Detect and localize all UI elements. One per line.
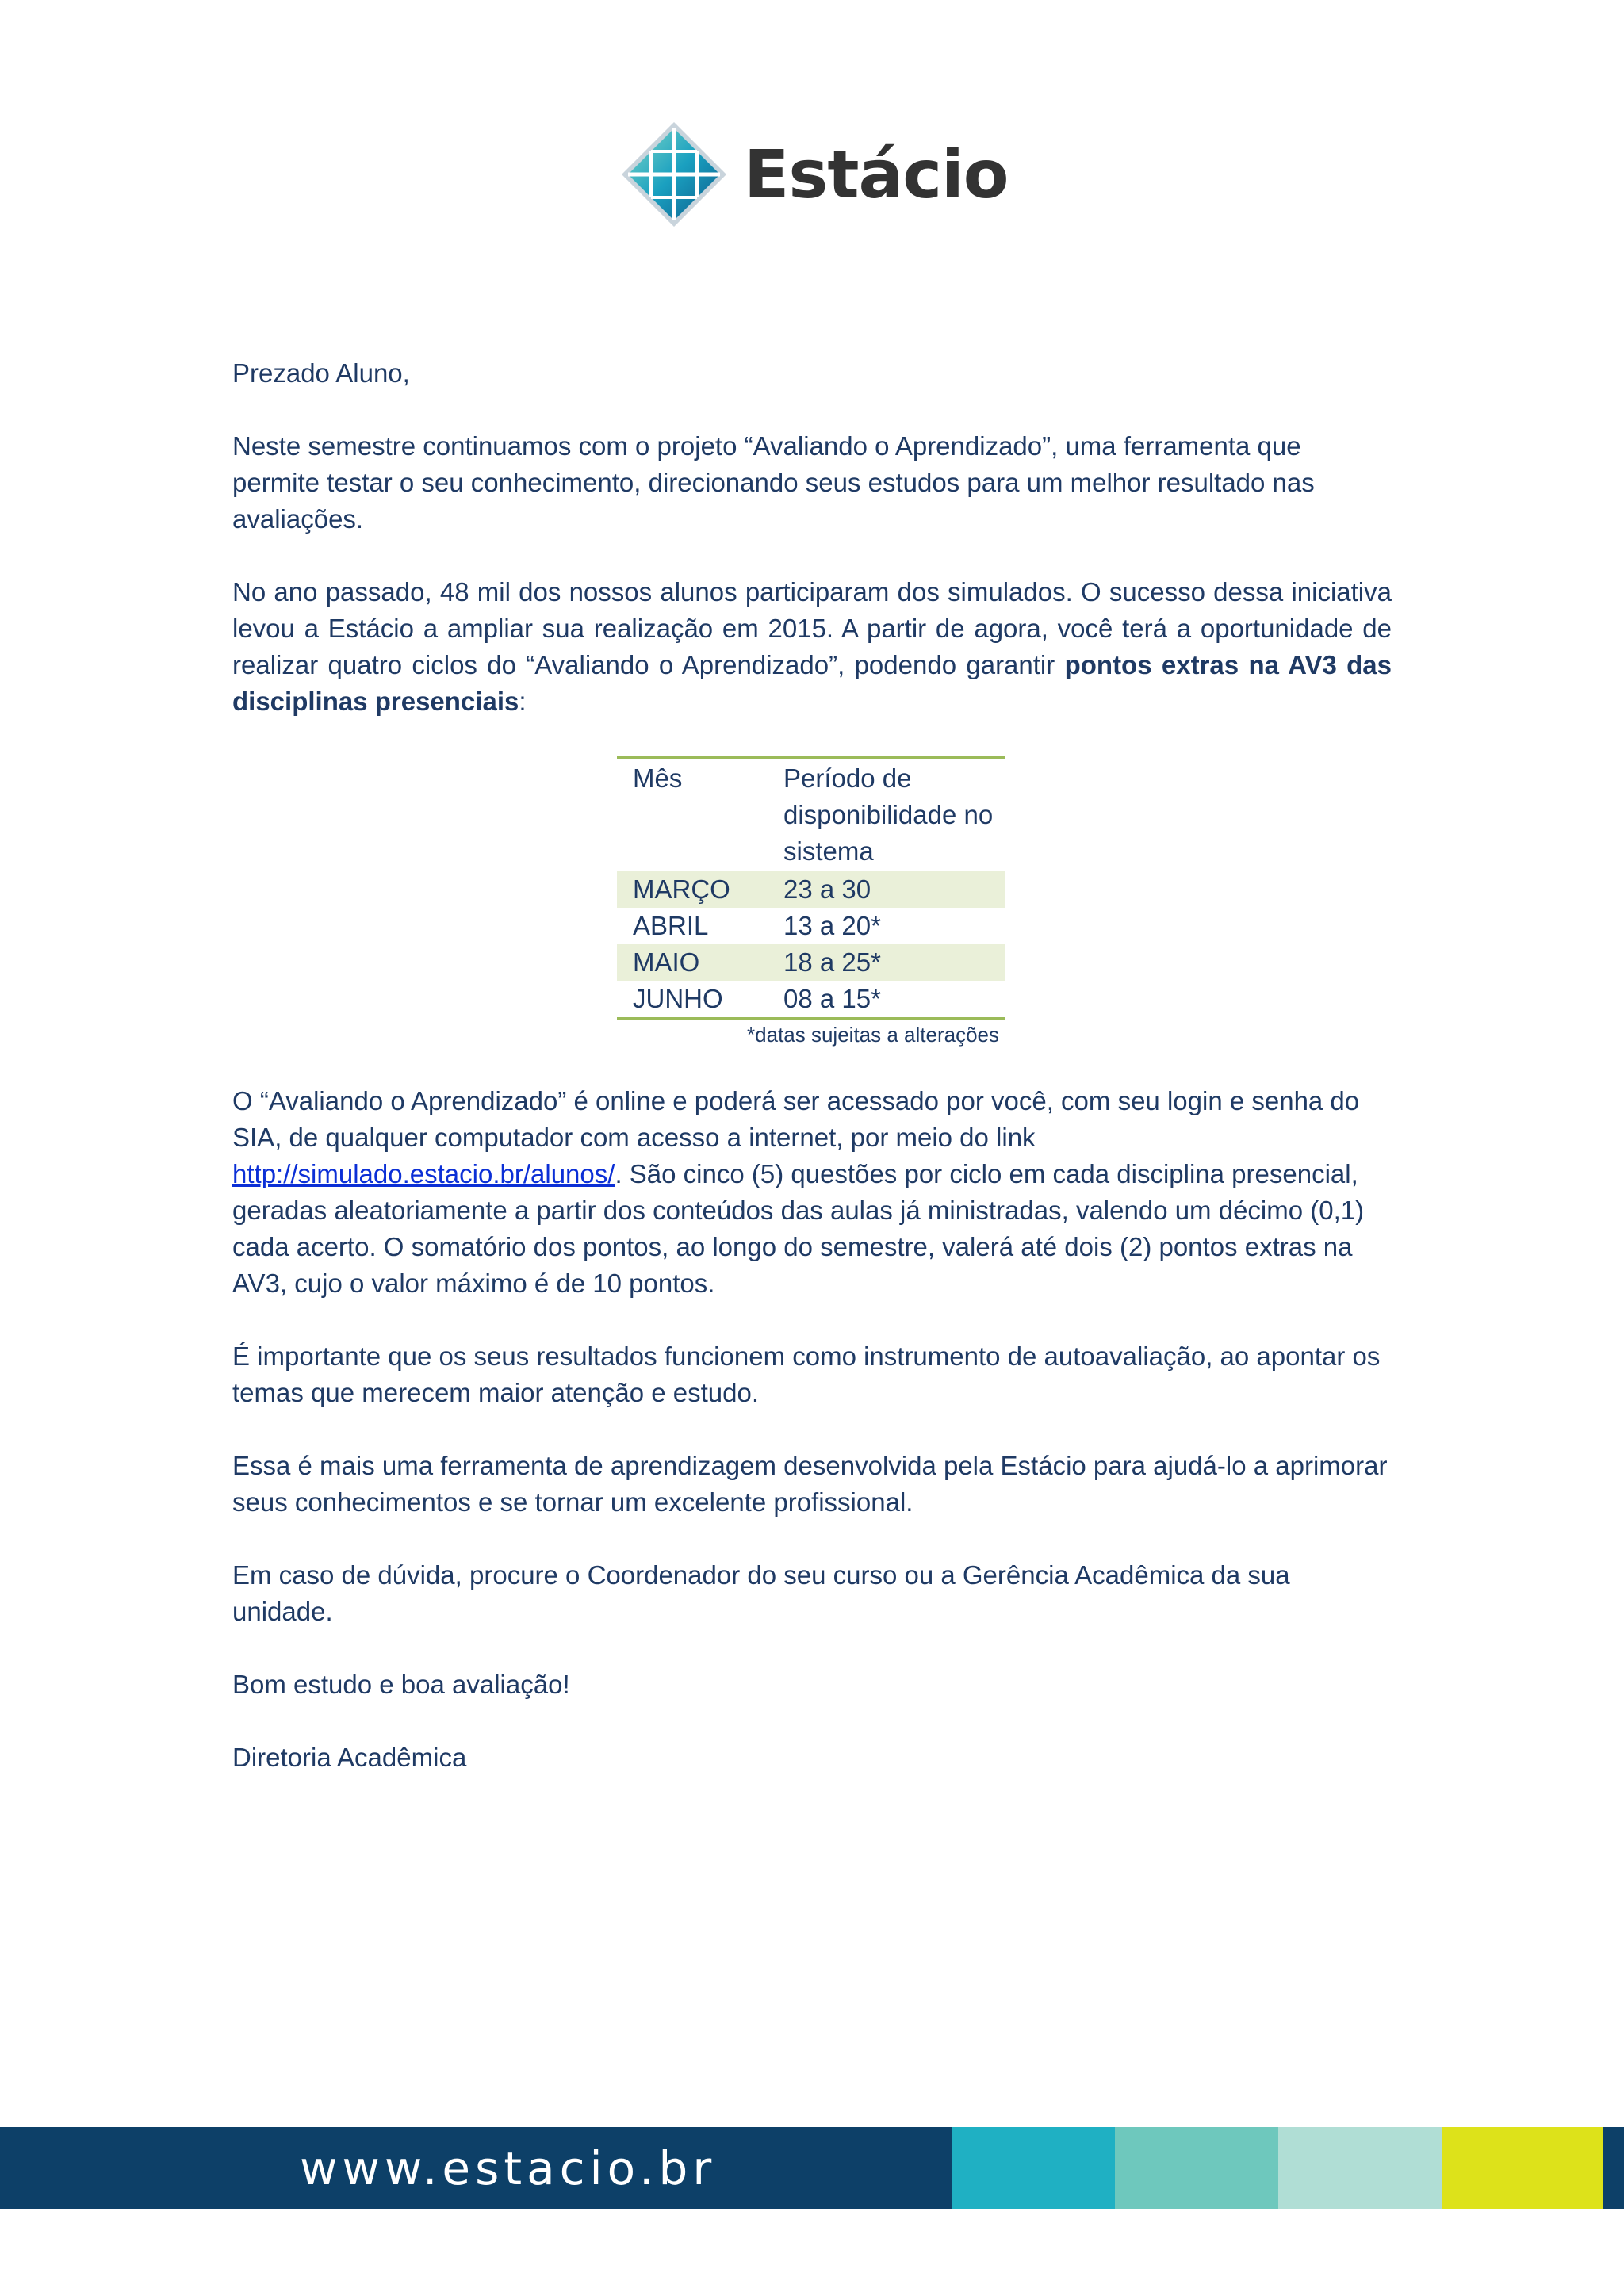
row-month: JUNHO xyxy=(633,984,723,1013)
footer-swatch-teal-mid xyxy=(1115,2127,1278,2209)
footer-bar xyxy=(0,2127,1624,2209)
row-period: 23 a 30 xyxy=(768,871,1005,908)
intro-paragraph: Neste semestre continuamos com o projeto “Avaliando o Aprendizado”, uma ferramenta que permite testar o seu conhecimento, direcionando seus estudos para um melhor resultado nas avaliações. xyxy=(232,431,1315,534)
footer-swatch-lime xyxy=(1442,2127,1603,2209)
access-text-b: . São cinco (5) questões por ciclo em cada disciplina presencial, geradas aleatoriamente a partir dos conteúdos das aulas já ministradas, valendo um décimo (0,1) cada acerto. O somatório dos pontos, ao longo do semestre, valerá até dois (2) pontos extras na AV3, cujo o valor máximo é de 10 pontos. xyxy=(232,1159,1365,1298)
greeting: Prezado Aluno, xyxy=(232,358,410,388)
header-period: Período de disponibilidade no sistema xyxy=(783,763,994,866)
schedule-table xyxy=(617,756,1005,1020)
cycles-colon: : xyxy=(519,687,527,716)
footer-url-block xyxy=(0,2127,952,2209)
cycles-emphasis: pontos extras na AV3 das disciplinas presenciais xyxy=(232,650,1392,716)
letter-body xyxy=(232,355,1392,1812)
row-period: 08 a 15* xyxy=(783,984,881,1013)
tool-paragraph: Essa é mais uma ferramenta de aprendizagem desenvolvida pela Estácio para ajudá-lo a aprimorar seus conhecimentos e se tornar um excelente profissional. xyxy=(232,1451,1388,1517)
contact-paragraph: Em caso de dúvida, procure o Coordenador do seu curso ou a Gerência Acadêmica da sua unidade. xyxy=(232,1560,1290,1626)
table-row xyxy=(617,871,1005,908)
row-period: 13 a 20* xyxy=(783,911,881,940)
row-month: MAIO xyxy=(617,944,768,981)
simulado-link[interactable]: http://simulado.estacio.br/alunos/ xyxy=(232,1159,615,1188)
footer-url[interactable]: www.estacio.br xyxy=(300,2141,717,2195)
cycles-paragraph xyxy=(232,574,1392,720)
signature: Diretoria Acadêmica xyxy=(232,1743,467,1772)
row-month: ABRIL xyxy=(633,911,709,940)
footer-swatch-teal-dark xyxy=(952,2127,1115,2209)
table-row xyxy=(617,908,1005,944)
closing: Bom estudo e boa avaliação! xyxy=(232,1670,570,1699)
estacio-logo xyxy=(619,111,1015,238)
estacio-diamond-icon xyxy=(619,119,730,230)
row-month: MARÇO xyxy=(617,871,768,908)
cycles-text: No ano passado, 48 mil dos nossos alunos participaram dos simulados. O sucesso dessa iniciativa levou a Estácio a ampliar sua realização em 2015. A partir de agora, você terá a oportunidade de realizar quatro ciclos do “Avaliando o Aprendizado”, podendo garantir xyxy=(232,577,1392,679)
row-period: 18 a 25* xyxy=(768,944,1005,981)
access-paragraph xyxy=(232,1083,1392,1302)
brand-name: Estácio xyxy=(744,136,1009,213)
footer-swatch-teal-light xyxy=(1278,2127,1442,2209)
table-row xyxy=(617,981,1005,1019)
access-text-a: O “Avaliando o Aprendizado” é online e poderá ser acessado por você, com seu login e senha do SIA, de qualquer computador com acesso a internet, por meio do link xyxy=(232,1086,1360,1152)
table-row xyxy=(617,944,1005,981)
footer-swatch-navy-end xyxy=(1603,2127,1624,2209)
results-paragraph: É importante que os seus resultados funcionem como instrumento de autoavaliação, ao apontar os temas que merecem maior atenção e estudo. xyxy=(232,1341,1381,1407)
table-footnote: *datas sujeitas a alterações xyxy=(747,1023,999,1047)
schedule-table-block xyxy=(617,756,1005,1050)
table-header-row xyxy=(617,758,1005,872)
header-month: Mês xyxy=(633,763,683,793)
